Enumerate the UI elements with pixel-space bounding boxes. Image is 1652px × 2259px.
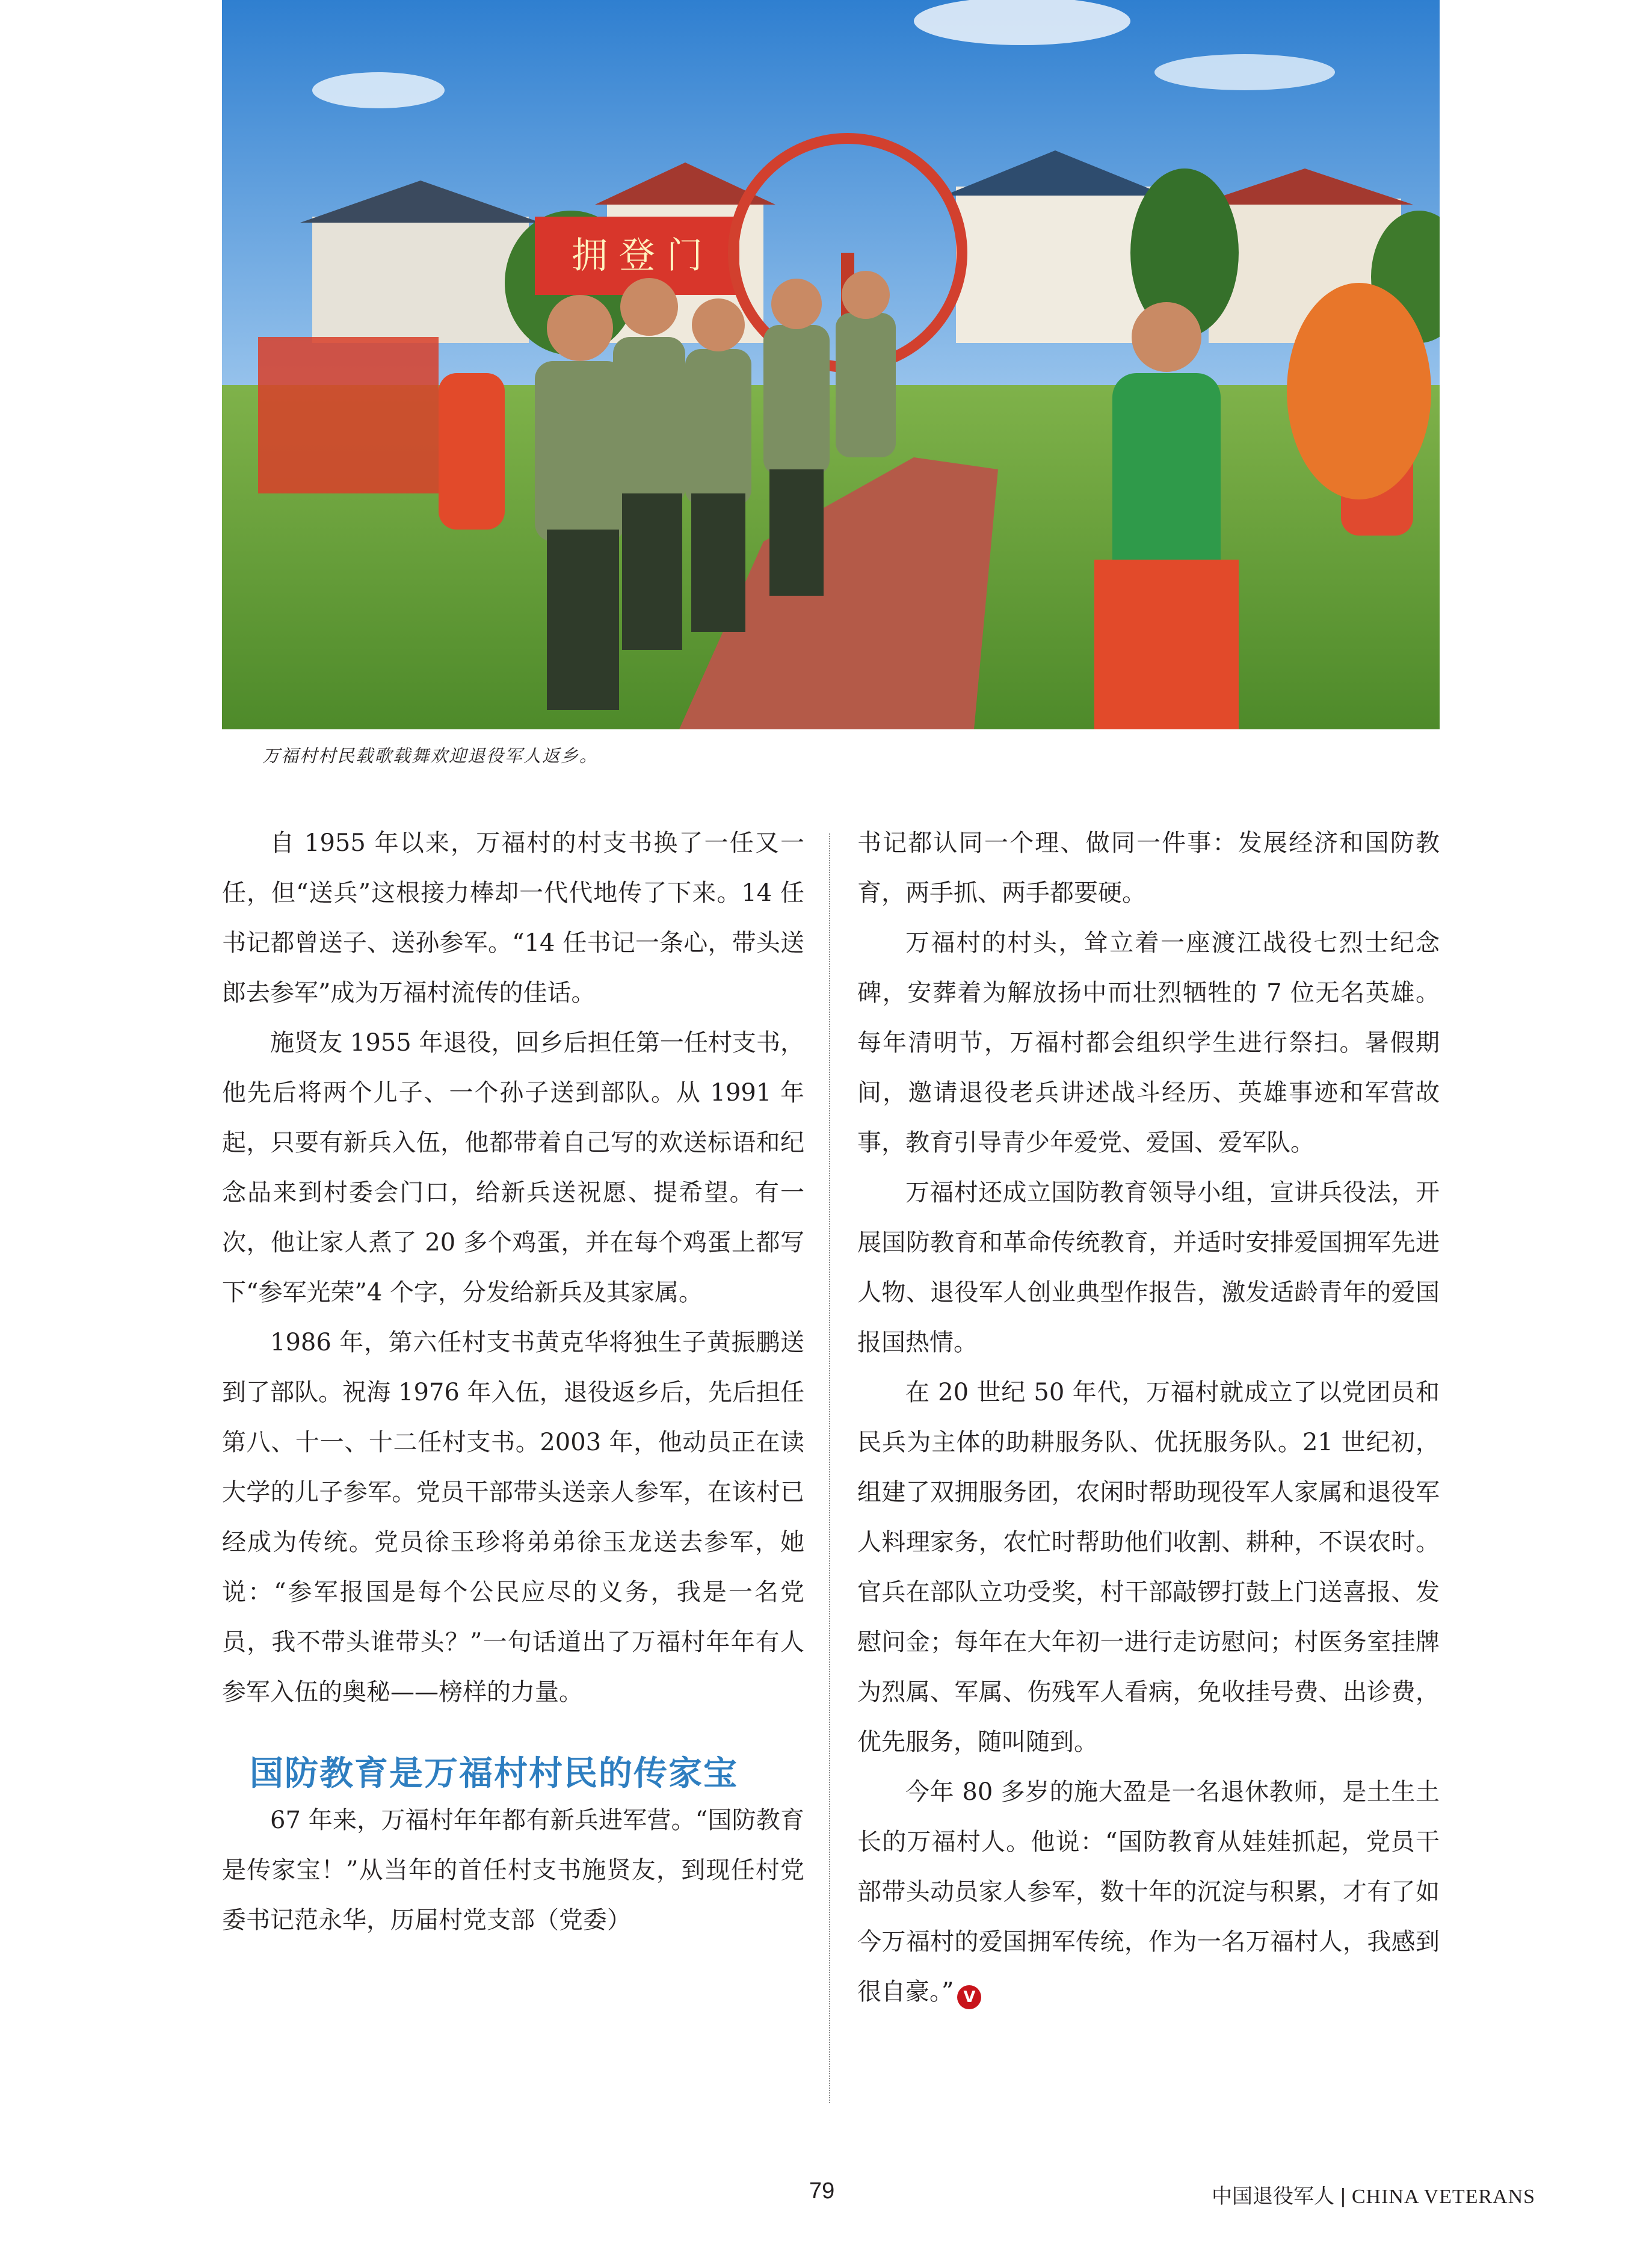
footer-separator: | [1340,2185,1346,2208]
paragraph-continuation: 书记都认同一个理、做同一件事：发展经济和国防教育，两手抓、两手都要硬。 [857,829,1440,907]
paragraph: 自 1955 年以来，万福村的村支书换了一任又一任，但“送兵”这根接力棒却一代代地传了下来。14 任书记都曾送子、送孙参军。“14 任书记一条心，带头送郎去参军”成为万福村流传的佳话。 [222,829,804,1007]
article-photo [222,0,1440,729]
paragraph-last [857,1767,1440,2017]
paragraph: 67 年来，万福村年年都有新兵进军营。“国防教育是传家宝！”从当年的首任村支书施贤友，到现任村党委书记范永华，历届村党支部（党委） [222,1806,804,1934]
article-column-left [222,818,804,1945]
footer-magazine-name [1212,2180,1535,2209]
photo-caption: 万福村村民载歌载舞欢迎退役军人返乡。 [262,746,599,766]
page-number: 79 [809,2178,835,2204]
paragraph: 万福村还成立国防教育领导小组，宣讲兵役法，开展国防教育和革命传统教育，并适时安排爱国拥军先进人物、退役军人创业典型作报告，激发适龄青年的爱国报国热情。 [857,1179,1440,1356]
end-mark-icon: V [957,1985,981,2009]
magazine-name-en: CHINA VETERANS [1351,2186,1536,2208]
paragraph: 1986 年，第六任村支书黄克华将独生子黄振鹏送到了部队。祝海 1976 年入伍，退役返乡后，先后担任第八、十一、十二任村支书。2003 年，他动员正在读大学的儿子参军。党员干部带头送亲人参军，在该村已经成为传统。党员徐玉珍将弟弟徐玉龙送去参军，她说：“参军报国是每个公民应尽的义务，我是一名党员，我不带头谁带头？”一句话道出了万福村年年有人参军入伍的奥秘——榜样的力量。 [222,1329,804,1706]
photo-illustration [222,0,1440,729]
column-divider [829,833,830,2103]
paragraph: 施贤友 1955 年退役，回乡后担任第一任村支书，他先后将两个儿子、一个孙子送到部队。从 1991 年起，只要有新兵入伍，他都带着自己写的欢送标语和纪念品来到村委会门口，给新兵送祝愿、提希望。有一次，他让家人煮了 20 多个鸡蛋，并在每个鸡蛋上都写下“参军光荣”4 个字，分发给新兵及其家属。 [222,1029,804,1306]
magazine-name-cn: 中国退役军人 [1212,2185,1334,2208]
last-paragraph-text: 今年 80 多岁的施大盈是一名退休教师，是土生土长的万福村人。他说：“国防教育从娃娃抓起，党员干部带头动员家人参军，数十年的沉淀与积累，才有了如今万福村的爱国拥军传统，作为一名万福村人，我感到很自豪。” [857,1778,1440,2006]
paragraph: 在 20 世纪 50 年代，万福村就成立了以党团员和民兵为主体的助耕服务队、优抚服务队。21 世纪初，组建了双拥服务团，农闲时帮助现役军人家属和退役军人料理家务，农忙时帮助他们收割、耕种，不误农时。官兵在部队立功受奖，村干部敲锣打鼓上门送喜报、发慰问金；每年在大年初一进行走访慰问；村医务室挂牌为烈属、军属、伤残军人看病，免收挂号费、出诊费，优先服务，随叫随到。 [857,1379,1440,1756]
photo-sign-text: 拥 登 门 [571,235,703,277]
paragraph: 万福村的村头，耸立着一座渡江战役七烈士纪念碑，安葬着为解放扬中而壮烈牺牲的 7 位无名英雄。每年清明节，万福村都会组织学生进行祭扫。暑假期间，邀请退役老兵讲述战斗经历、英雄事迹和军营故事，教育引导青少年爱党、爱国、爱军队。 [857,929,1440,1157]
article-column-right [857,818,1440,2017]
section-heading: 国防教育是万福村村民的传家宝 [250,1754,738,1793]
